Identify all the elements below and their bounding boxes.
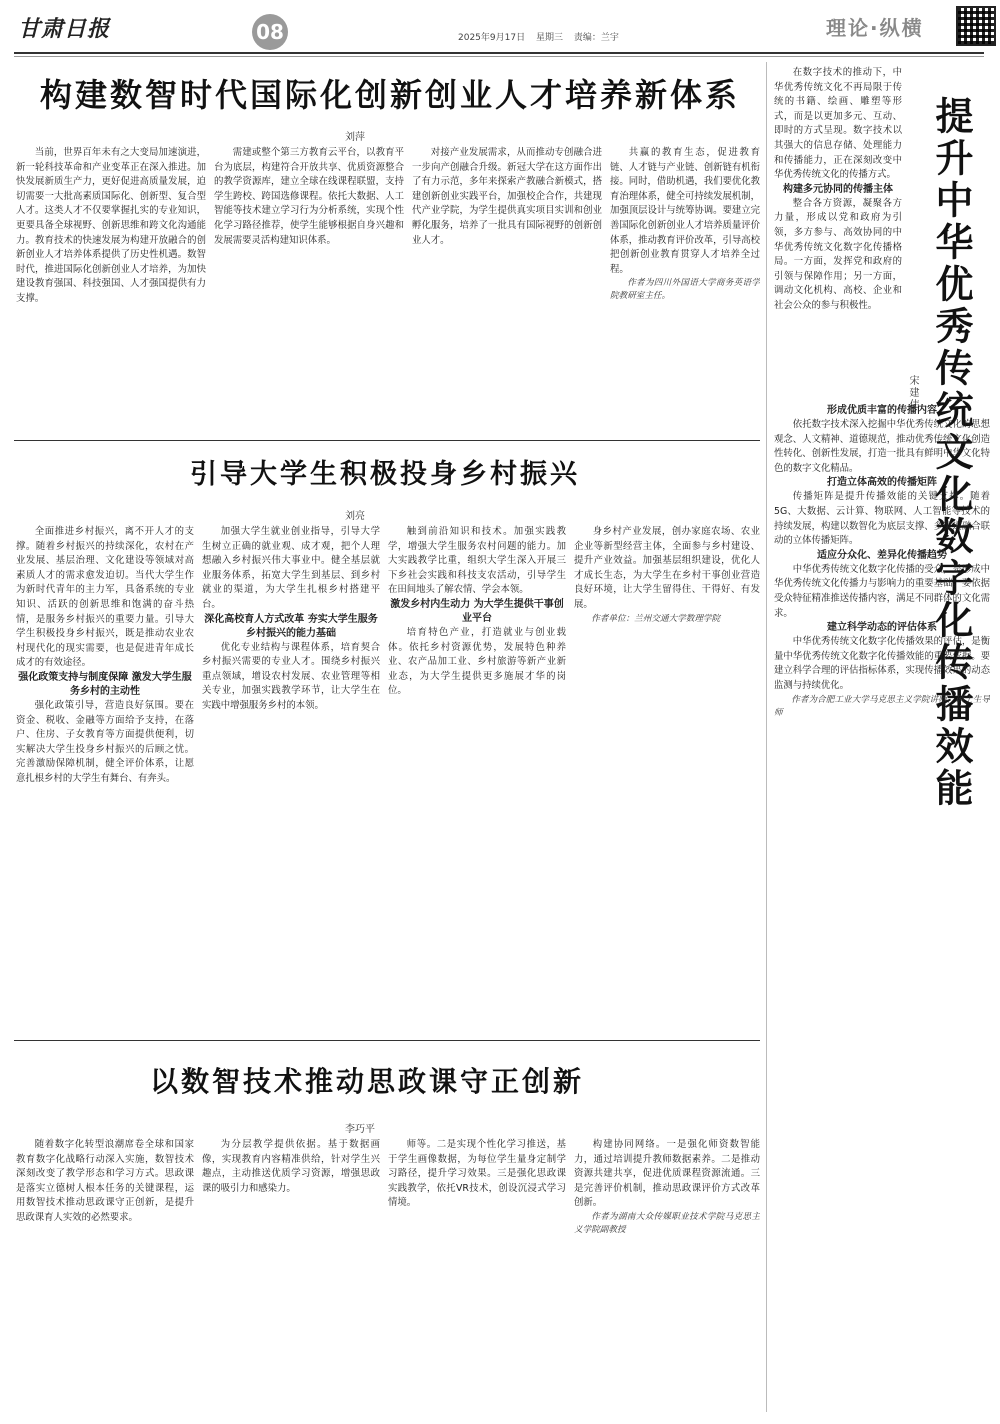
article1-paragraph: 对接产业发展需求，从而推动专创融合进一步向产创融合升级。新冠大学在这方面作出了有力示范，多年来探索产教融合新模式，搭建创新创业实践平台，加强校企合作，共建现代产业学院，为学生提供真实项目实训和创业孵化服务，培养了一批具有国际视野的创新创业人才。: [412, 147, 602, 246]
article4-paragraph: 中华优秀传统文化数字化传播效果的评估，是衡量中华优秀传统文化数字化传播效能的重要依据。要建立科学合理的评估指标体系，实现传播效果的动态监测与持续优化。: [774, 636, 990, 691]
article4-paragraph: 整合各方资源，凝聚各方力量，形成以党和政府为引领，多方参与、高效协同的中华优秀传统文化数字化传播格局。一方面，发挥党和政府的引领与保障作用；另一方面，调动文化机构、高校、企业和社会公众的参与积极性。: [774, 197, 902, 311]
article2-paragraph: 全面推进乡村振兴，离不开人才的支撑。随着乡村振兴的持续深化，农村在产业发展、基层治理、文化建设等领域对高素质人才的需求愈发迫切。当代大学生作为新时代青年的主力军，具备系统的专业知识、活跃的创新思维和饱满的奋斗热情，是服务乡村振兴的重要力量。引导大学生积极投身乡村振兴，既是推动农业农村现代化的现实需要，也是促进青年成长成才的有效途径。: [16, 526, 194, 669]
article4-paragraph: 依托数字技术深入挖掘中华优秀传统文化的思想观念、人文精神、道德规范，推动优秀传统文化创造性转化、创新性发展，打造一批具有鲜明中华文化特色的数字文化精品。: [774, 419, 990, 474]
article2-subheading: 深化高校育人方式改革 夯实大学生服务乡村振兴的能力基础: [204, 613, 378, 639]
article1-author: 刘萍: [345, 132, 365, 143]
article1-footnote: 作者为四川外国语大学商务英语学院教研室主任。: [610, 278, 760, 302]
article2-paragraph: 培育特色产业，打造就业与创业载体。依托乡村资源优势，发展特色种养业、农产品加工业、乡村旅游等新产业新业态，为大学生提供更多施展才华的岗位。: [388, 626, 566, 697]
article3-author: 李巧平: [345, 1124, 375, 1135]
newspaper-masthead: 甘肃日报: [18, 16, 111, 42]
article4-footnote: 作者为合肥工业大学马克思主义学院讲师、硕士生导师: [774, 694, 990, 718]
article4-body: [774, 404, 990, 1404]
article1-paragraph: 当前，世界百年未有之大变局加速演进，新一轮科技革命和产业变革正在深入推进。加快发展新质生产力，更好促进高质量发展，迫切需要一大批高素质国际化、创新型、复合型人才。这类人才不仅要掌握扎实的专业知识，更要具备全球视野、创新思维和跨文化沟通能力。教育技术的快速发展为构建开放融合的创新创业人才培养体系提供了历史性机遇。数智时代，推进国际化创新创业人才培养，为加快建设教育强国、科技强国、人才强国提供有力支撑。: [16, 147, 206, 304]
article2-author: 刘亮: [345, 511, 365, 522]
header-divider: [14, 52, 984, 54]
article3-column-1: [16, 1138, 194, 1416]
article2-paragraph: 强化政策引导，营造良好氛围。要在资金、税收、金融等方面给予支持，在落户、住房、子女教育等方面提供便利，切实解决大学生投身乡村振兴的后顾之忧。完善激励保障机制，健全评价体系，让愿意扎根乡村的大学生有舞台、有奔头。: [16, 699, 194, 784]
article1-paragraph: 共赢的教育生态，促进教育链、人才链与产业链、创新链有机衔接。同时，借助机遇，我们要优化教育治理体系，健全可持续发展机制，加强顶层设计与统筹协调。要建立完善国际化创新创业人才培养质量评价体系，推动教育评价改革，引导高校把创新创业教育贯穿人才培养全过程。: [610, 147, 760, 275]
article3-column-3: [388, 1138, 566, 1416]
article4-vertical-title: 提升中华优秀传统文化数字化传播效能: [929, 96, 974, 810]
article2-column-1: [16, 525, 194, 1033]
article4-subheading: 构建多元协同的传播主体: [783, 183, 893, 195]
article2-subheading: 激发乡村内生动力 为大学生提供干事创业平台: [390, 598, 564, 624]
article2-column-4: [574, 525, 760, 1033]
article4-subheading: 建立科学动态的评估体系: [827, 622, 937, 634]
article4-author: 宋建伟: [907, 375, 918, 411]
article1-column-4: [610, 146, 760, 428]
article2-column-2: [202, 525, 380, 1033]
article1-column-2: [214, 146, 404, 428]
header-date: 2025年9月17日: [458, 33, 526, 43]
article-divider: [14, 1040, 760, 1041]
header-info: [458, 30, 627, 43]
article4-paragraph: 在数字技术的推动下，中华优秀传统文化不再局限于传统的书籍、绘画、雕塑等形式，而是以更加多元、互动、即时的方式呈现。数字技术以其强大的信息存储、处理能力和传播能力，正在深刻改变中华优秀传统文化的传播方式。: [774, 67, 902, 181]
article2-paragraph: 加强大学生就业创业指导，引导大学生树立正确的就业观、成才观，把个人理想融入乡村振兴伟大事业中。健全基层就业服务体系，拓宽大学生到基层、到乡村就业的渠道，为大学生扎根乡村搭建平台。: [202, 526, 380, 610]
article2-paragraph: 优化专业结构与课程体系，培育契合乡村振兴需要的专业人才。围绕乡村振兴重点领域，增设农村发展、农业管理等相关专业，加强实践教学环节，让大学生在实践中增强服务乡村的本领。: [202, 641, 380, 711]
section-title: 理论·纵横: [826, 16, 924, 40]
article4-subheading: 打造立体高效的传播矩阵: [827, 477, 937, 489]
article4-paragraph: 中华优秀传统文化数字化传播的受众，是形成中华优秀传统文化传播力与影响力的重要基础。要依据受众特征精准推送传播内容，满足不同群体的文化需求。: [774, 563, 990, 619]
article3-column-2: [202, 1138, 380, 1416]
article4-paragraph: 传播矩阵是提升传播效能的关键支撑。随着5G、大数据、云计算、物联网、人工智能等技术的持续发展，构建以数智化为底层支撑、多渠道融合联动的立体传播矩阵。: [774, 491, 990, 547]
article1-column-3: [412, 146, 602, 428]
header-editor: 责编：兰宇: [573, 33, 619, 43]
article3-paragraph: 为分层教学提供依据。基于数据画像，实现教育内容精准供给，针对学生兴趣点，主动推送优质学习资源，增强思政课的吸引力和感染力。: [202, 1139, 380, 1194]
article2-subheading: 强化政策支持与制度保障 激发大学生服务乡村的主动性: [18, 671, 192, 697]
article4-subheading: 形成优质丰富的传播内容: [827, 405, 937, 416]
article2-column-3: [388, 525, 566, 1033]
article1-title: 构建数智时代国际化创新创业人才培养新体系: [40, 76, 741, 114]
article-divider: [14, 440, 760, 441]
article3-paragraph: 随着数字化转型浪潮席卷全球和国家教育数字化战略行动深入实施，数智技术深刻改变了教学形态和学习方式。思政课是落实立德树人根本任务的关键课程，运用数智技术推动思政课守正创新，是提升思政课育人实效的必然要求。: [16, 1139, 194, 1223]
qr-code-icon: [956, 6, 996, 46]
article1-paragraph: 需建或整个第三方教育云平台，以教育平台为底层，构建符合开放共享、优质资源整合的教学资源库，建立全球在线课程联盟，支持学生跨校、跨国选修课程。依托大数据、人工智能等技术建立学习行为分析系统，实现个性化学习路径推荐，使学生能够根据自身兴趣和发展需要灵活构建知识体系。: [214, 147, 404, 246]
header-weekday: 星期三: [535, 33, 563, 43]
article2-title: 引导大学生积极投身乡村振兴: [190, 459, 580, 490]
article1-column-1: [16, 146, 206, 428]
article3-footnote: 作者为湖南大众传媒职业技术学院马克思主义学院副教授: [574, 1211, 760, 1235]
article2-paragraph: 身乡村产业发展，创办家庭农场、农业企业等新型经营主体，全面参与乡村建设、提升产业效益。加强基层组织建设，优化人才成长生态，为大学生在乡村干事创业营造良好环境，让大学生留得住、干得好、有发展。: [574, 526, 760, 610]
article3-column-4: [574, 1138, 760, 1416]
page-number-badge: 08: [252, 14, 288, 50]
article3-paragraph: 师等。二是实现个性化学习推送，基于学生画像数据，为每位学生量身定制学习路径，提升学习效果。三是强化思政课实践教学，依托VR技术，创设沉浸式学习情境。: [388, 1139, 566, 1209]
article3-paragraph: 构建协同网络。一是强化师资数智能力，通过培训提升教师数据素养。二是推动资源共建共享，促进优质课程资源流通。三是完善评价机制，推动思政课评价方式改革创新。: [574, 1139, 760, 1209]
article3-title: 以数智技术推动思政课守正创新: [150, 1065, 585, 1098]
header-divider-thin: [14, 56, 984, 57]
column-divider: [766, 62, 767, 1412]
article2-paragraph: 触到前沿知识和技术。加强实践教学，增强大学生服务农村问题的能力。加大实践教学比重，组织大学生深入开展三下乡社会实践和科技支农活动，引导学生在田间地头了解农情、学会本领。: [388, 526, 566, 596]
article4-intro: [774, 66, 902, 396]
article4-subheading: 适应分众化、差异化传播趋势: [817, 549, 947, 561]
article2-footnote: 作者单位：兰州交通大学数理学院: [591, 613, 721, 624]
